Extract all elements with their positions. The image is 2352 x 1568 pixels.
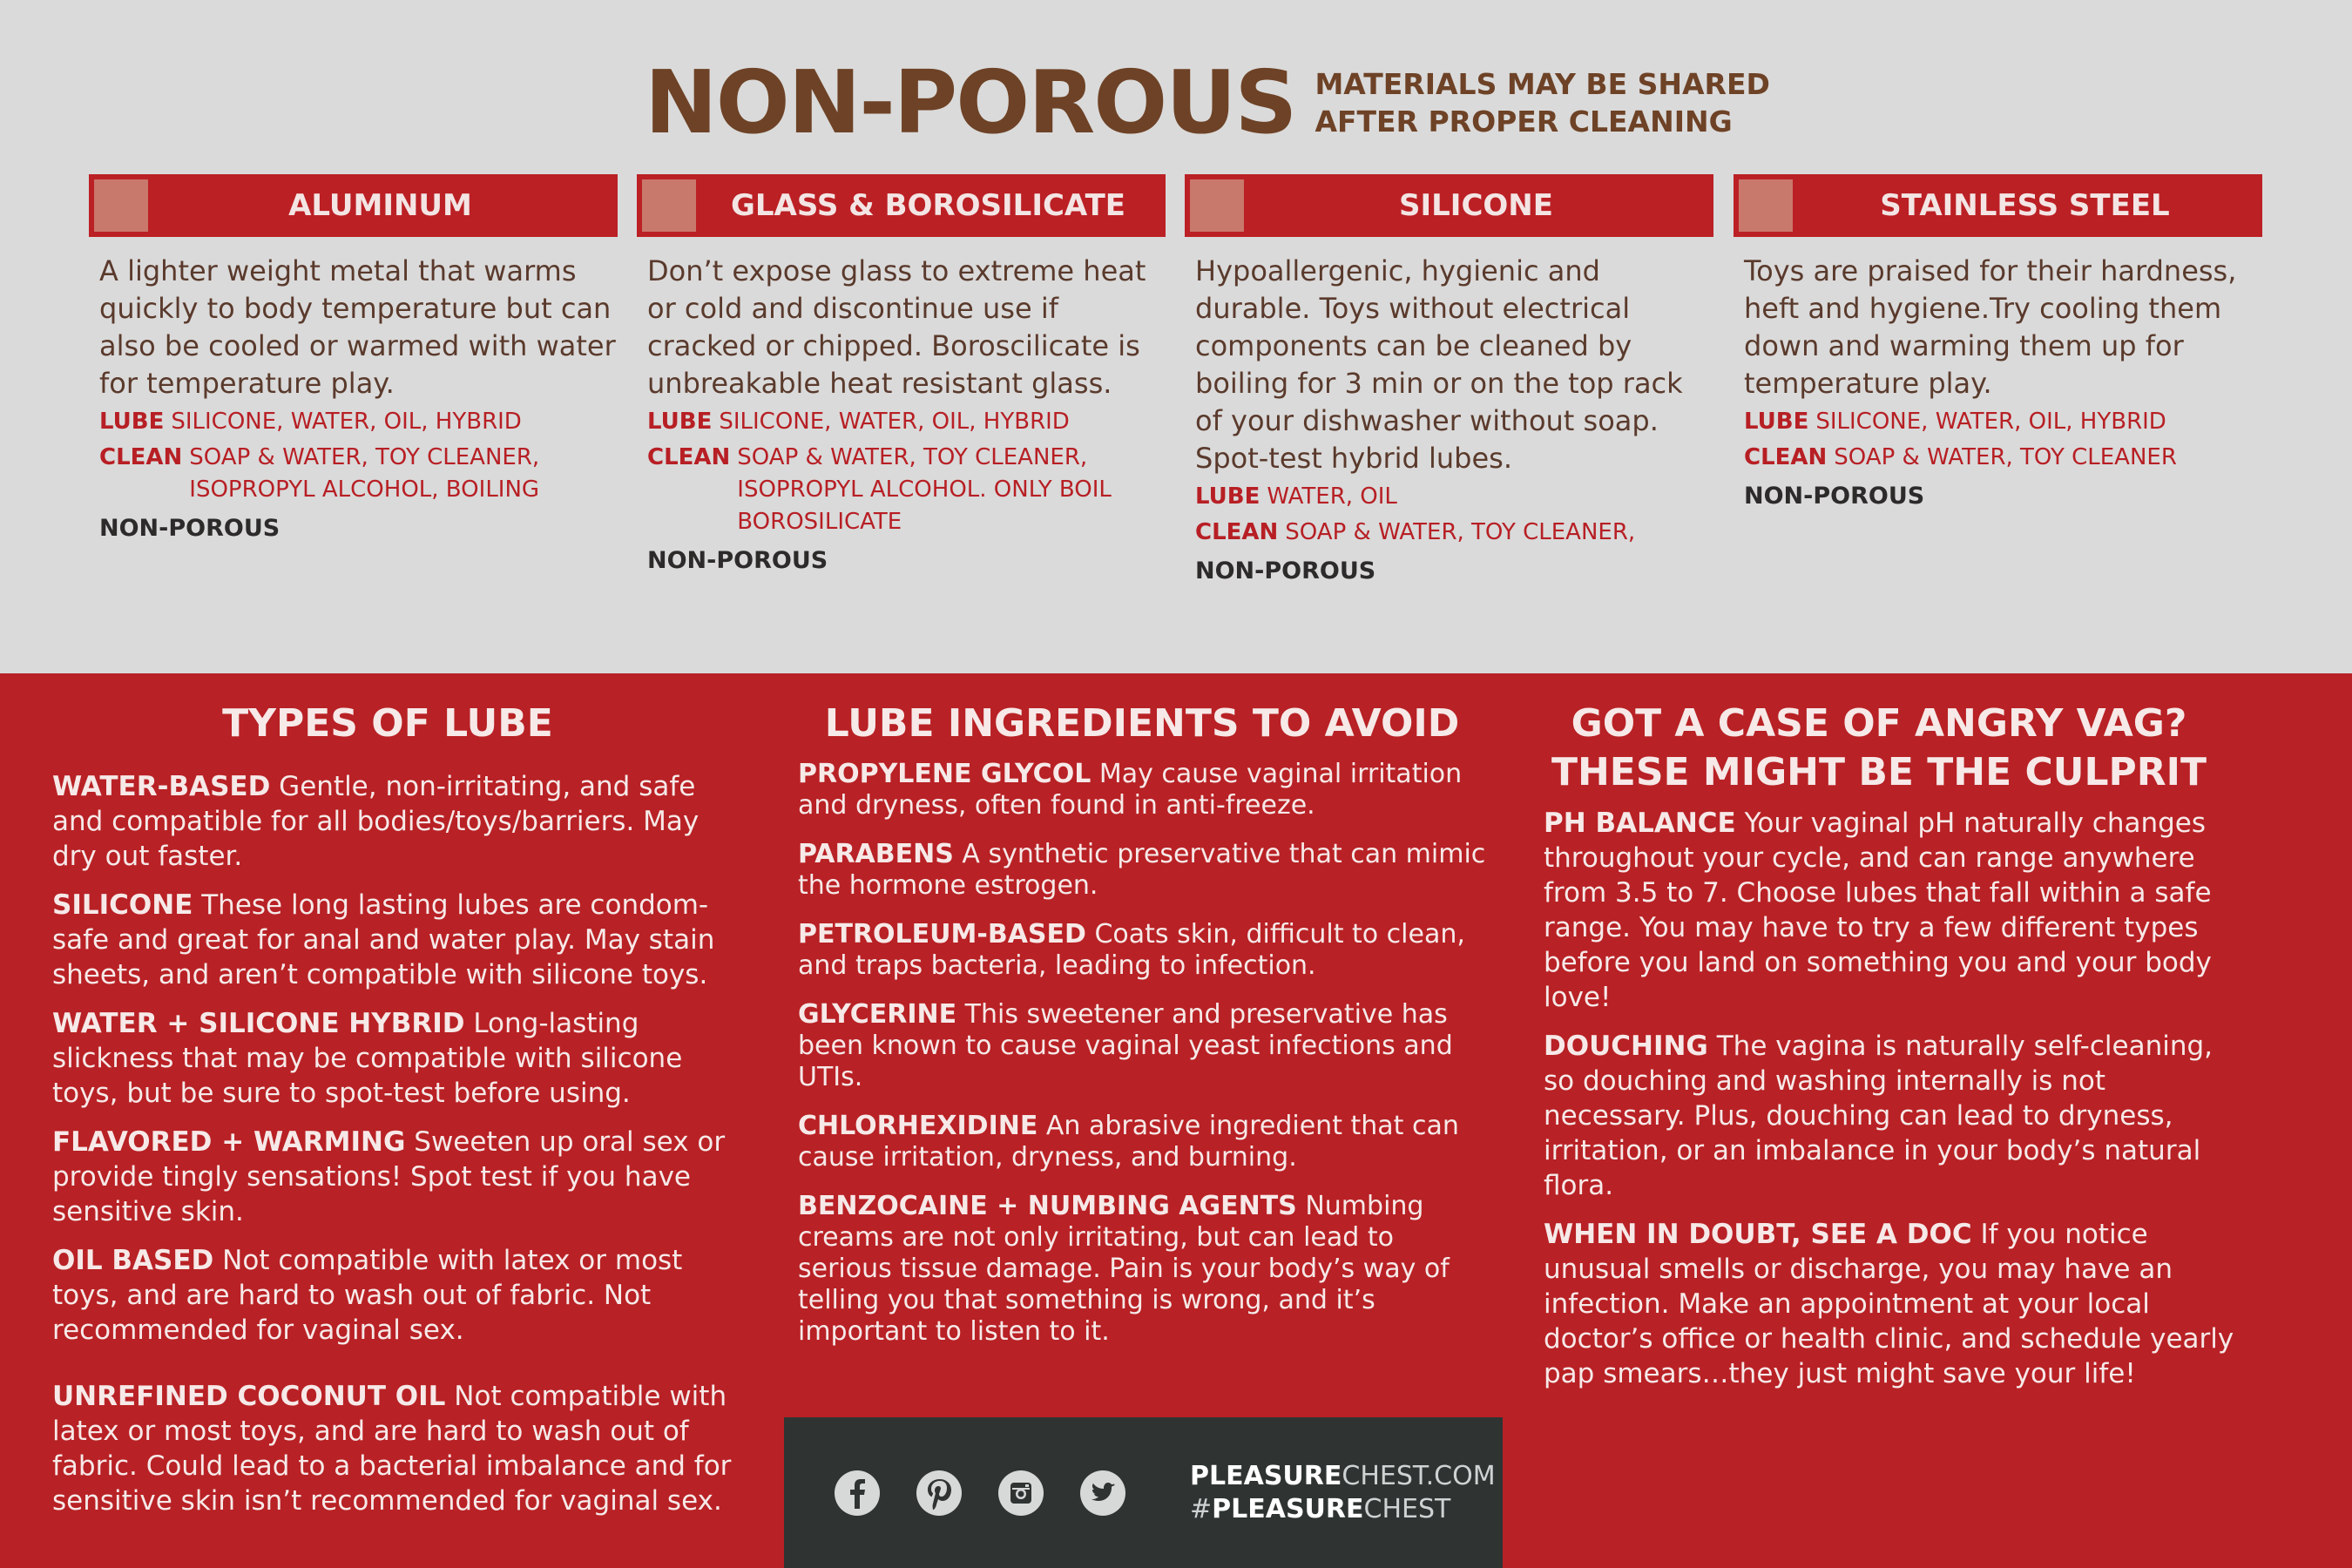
item-term: WATER-BASED	[52, 771, 271, 802]
item-text: An abrasive ingredient that can cause irritation, dryness, and burning.	[798, 1111, 1459, 1173]
item-term: DOUCHING	[1544, 1031, 1708, 1062]
lube-info-section	[0, 673, 2352, 1568]
lube-value: WATER, OIL	[1267, 483, 1397, 510]
item-term: OIL BASED	[52, 1245, 214, 1276]
item-text: Your vaginal pH naturally changes throughout your cycle, and can range anywhere from 3.5 to 7. Choose lubes that fall within a safe range. You may have to try a few different types before you land on something you and your body love!	[1544, 808, 2212, 1013]
page-header	[645, 51, 1770, 153]
item-term: CHLORHEXIDINE	[798, 1111, 1038, 1141]
title-line-2: THESE MIGHT BE THE CULPRIT	[1551, 750, 2207, 794]
clean-row	[1195, 517, 1713, 549]
list-item	[798, 1191, 1486, 1348]
lube-label: LUBE	[1744, 409, 1809, 435]
item-text: Gentle, non-irritating, and safe and compatible for all bodies/toys/barriers. May dry out faster.	[52, 771, 700, 872]
lube-row	[99, 406, 618, 438]
material-name: GLASS & BOROSILICATE	[730, 188, 1126, 223]
lube-value: SILICONE, WATER, OIL, HYBRID	[171, 409, 522, 435]
color-swatch	[1739, 179, 1793, 232]
item-text: Numbing creams are not only irritating, but can lead to serious tissue damage. Pain is your body’s way of telling you that something is wrong, and it’s important to listen to it.	[798, 1191, 1450, 1347]
tag-rest: CHEST	[1363, 1493, 1451, 1524]
material-header	[1185, 174, 1713, 237]
hashtag	[1190, 1493, 1496, 1526]
item-term: WATER + SILICONE HYBRID	[52, 1008, 465, 1039]
page-title: NON-POROUS	[645, 51, 1296, 153]
item-term: PROPYLENE GLYCOL	[798, 759, 1092, 789]
material-name: STAINLESS STEEL	[1880, 188, 2170, 223]
item-term: PH BALANCE	[1544, 808, 1736, 839]
clean-value: SOAP & WATER, TOY CLEANER	[1834, 444, 2177, 470]
item-term: WHEN IN DOUBT, SEE A DOC	[1544, 1219, 1972, 1250]
site-rest: CHEST.COM	[1342, 1460, 1496, 1491]
porosity-label: NON-POROUS	[647, 547, 828, 574]
column-title: TYPES OF LUBE	[222, 701, 553, 746]
page-subtitle	[1315, 65, 1769, 140]
item-term: PARABENS	[798, 839, 954, 869]
tag-bold: PLEASURE	[1212, 1493, 1364, 1524]
material-description: A lighter weight metal that warms quickly to body temperature but can also be cooled or warmed with water for temperature play.	[99, 254, 616, 400]
twitter-icon[interactable]	[1078, 1469, 1127, 1517]
list-item	[52, 769, 740, 874]
item-text: Not compatible with latex or most toys, and are hard to wash out of fabric. Could lead to a bacterial imbalance and for sensitive skin isn’t recommended for vaginal sex.	[52, 1381, 732, 1517]
social-links	[833, 1469, 1160, 1517]
porosity-label: NON-POROUS	[1744, 483, 1925, 510]
item-term: PETROLEUM-BASED	[798, 919, 1086, 950]
clean-label: CLEAN	[1744, 444, 1828, 470]
lube-row	[1744, 406, 2262, 438]
list-item	[1544, 1217, 2240, 1391]
item-text: Long-lasting slickness that may be compatible with silicone toys, but be sure to spot-test before using.	[52, 1008, 683, 1109]
clean-value: SOAP & WATER, TOY CLEANER, ISOPROPYL ALCOHOL, BOILING	[189, 444, 540, 503]
color-swatch	[642, 179, 696, 232]
clean-label: CLEAN	[1195, 519, 1279, 545]
footer-links	[1190, 1460, 1496, 1526]
subtitle-line-2: AFTER PROPER CLEANING	[1315, 105, 1733, 139]
lube-value: SILICONE, WATER, OIL, HYBRID	[719, 409, 1070, 435]
lube-label: LUBE	[99, 409, 165, 435]
item-text: If you notice unusual smells or discharge, you may have an infection. Make an appointment at your local doctor’s office or health clinic, and schedule yearly pap smears…they just might save your life!	[1544, 1219, 2234, 1389]
list-item	[1544, 806, 2240, 1015]
material-card-stainless-steel	[1734, 174, 2262, 510]
material-name: SILICONE	[1399, 188, 1553, 223]
lube-label: LUBE	[1195, 483, 1260, 510]
clean-row	[99, 442, 618, 506]
item-term: FLAVORED + WARMING	[52, 1126, 406, 1158]
material-header	[1734, 174, 2262, 237]
lube-row	[1195, 481, 1713, 513]
color-swatch	[1190, 179, 1244, 232]
website-link[interactable]	[1190, 1460, 1496, 1493]
item-text: A synthetic preservative that can mimic the hormone estrogen.	[798, 839, 1486, 901]
material-card-aluminum	[89, 174, 618, 542]
list-item	[52, 1125, 740, 1229]
lube-row	[647, 406, 1166, 438]
clean-row	[647, 442, 1166, 538]
clean-label: CLEAN	[647, 444, 731, 470]
subtitle-line-1: MATERIALS MAY BE SHARED	[1315, 67, 1770, 101]
list-item	[798, 839, 1486, 902]
item-text: Sweeten up oral sex or provide tingly sensations! Spot test if you have sensitive skin.	[52, 1126, 726, 1227]
lube-value: SILICONE, WATER, OIL, HYBRID	[1815, 409, 2166, 435]
site-bold: PLEASURE	[1190, 1460, 1342, 1491]
clean-value: SOAP & WATER, TOY CLEANER, ISOPROPYL ALCOHOL. ONLY BOIL BOROSILICATE	[737, 444, 1112, 535]
item-text: May cause vaginal irritation and dryness, often found in anti-freeze.	[798, 759, 1463, 821]
item-text: This sweetener and preservative has been known to cause vaginal yeast infections and UTIs.	[798, 999, 1453, 1092]
list-item	[798, 919, 1486, 982]
angry-vag-column	[1544, 700, 2240, 1391]
pinterest-icon[interactable]	[915, 1469, 963, 1517]
clean-value: SOAP & WATER, TOY CLEANER,	[1285, 519, 1636, 545]
hash-symbol: #	[1190, 1493, 1213, 1524]
item-text: The vagina is naturally self-cleaning, so douching and washing internally is not necessary. Plus, douching can lead to dryness, irritation, or an imbalance in your body’s natural flora.	[1544, 1031, 2213, 1201]
material-card-glass	[637, 174, 1166, 574]
lube-label: LUBE	[647, 409, 713, 435]
item-term: BENZOCAINE + NUMBING AGENTS	[798, 1191, 1297, 1221]
list-item	[52, 1243, 740, 1348]
item-term: SILICONE	[52, 889, 193, 921]
materials-section	[0, 0, 2352, 673]
material-header	[89, 174, 618, 237]
types-of-lube-column	[52, 700, 740, 1518]
clean-row	[1744, 442, 2262, 474]
facebook-icon[interactable]	[833, 1469, 882, 1517]
material-card-silicone	[1185, 174, 1713, 585]
item-term: GLYCERINE	[798, 999, 957, 1030]
list-item	[52, 888, 740, 992]
list-item	[798, 999, 1486, 1093]
title-line-1: GOT A CASE OF ANGRY VAG?	[1571, 701, 2187, 746]
porosity-label: NON-POROUS	[1195, 558, 1376, 585]
list-item	[798, 1111, 1486, 1173]
list-item	[52, 1379, 740, 1518]
porosity-label: NON-POROUS	[99, 515, 280, 542]
column-title: LUBE INGREDIENTS TO AVOID	[824, 701, 1460, 746]
material-header	[637, 174, 1166, 237]
item-text: Coats skin, difficult to clean, and traps bacteria, leading to infection.	[798, 919, 1465, 981]
item-term: UNREFINED COCONUT OIL	[52, 1381, 446, 1412]
material-name: ALUMINUM	[288, 188, 472, 223]
item-text: These long lasting lubes are condom-safe and great for anal and water play. May stain sheets, and aren’t compatible with silicone toys.	[52, 889, 715, 990]
list-item	[52, 1006, 740, 1111]
material-description: Toys are praised for their hardness, heft and hygiene.Try cooling them down and warming them up for temperature play.	[1744, 254, 2237, 400]
social-footer	[784, 1417, 1503, 1568]
column-title	[1517, 700, 2240, 797]
clean-label: CLEAN	[99, 444, 183, 470]
material-description: Hypoallergenic, hygienic and durable. Toys without electrical components can be cleaned by boiling for 3 min or on the top rack of your dishwasher without soap. Spot-test hybrid lubes.	[1195, 254, 1683, 475]
instagram-icon[interactable]	[997, 1469, 1045, 1517]
item-text: Not compatible with latex or most toys, and are hard to wash out of fabric. Not recommended for vaginal sex.	[52, 1245, 683, 1346]
color-swatch	[94, 179, 148, 232]
list-item	[798, 759, 1486, 821]
list-item	[1544, 1029, 2240, 1203]
material-description: Don’t expose glass to extreme heat or cold and discontinue use if cracked or chipped. Boroscilicate is unbreakable heat resistant glass.	[647, 254, 1146, 400]
ingredients-to-avoid-column	[798, 700, 1486, 1348]
